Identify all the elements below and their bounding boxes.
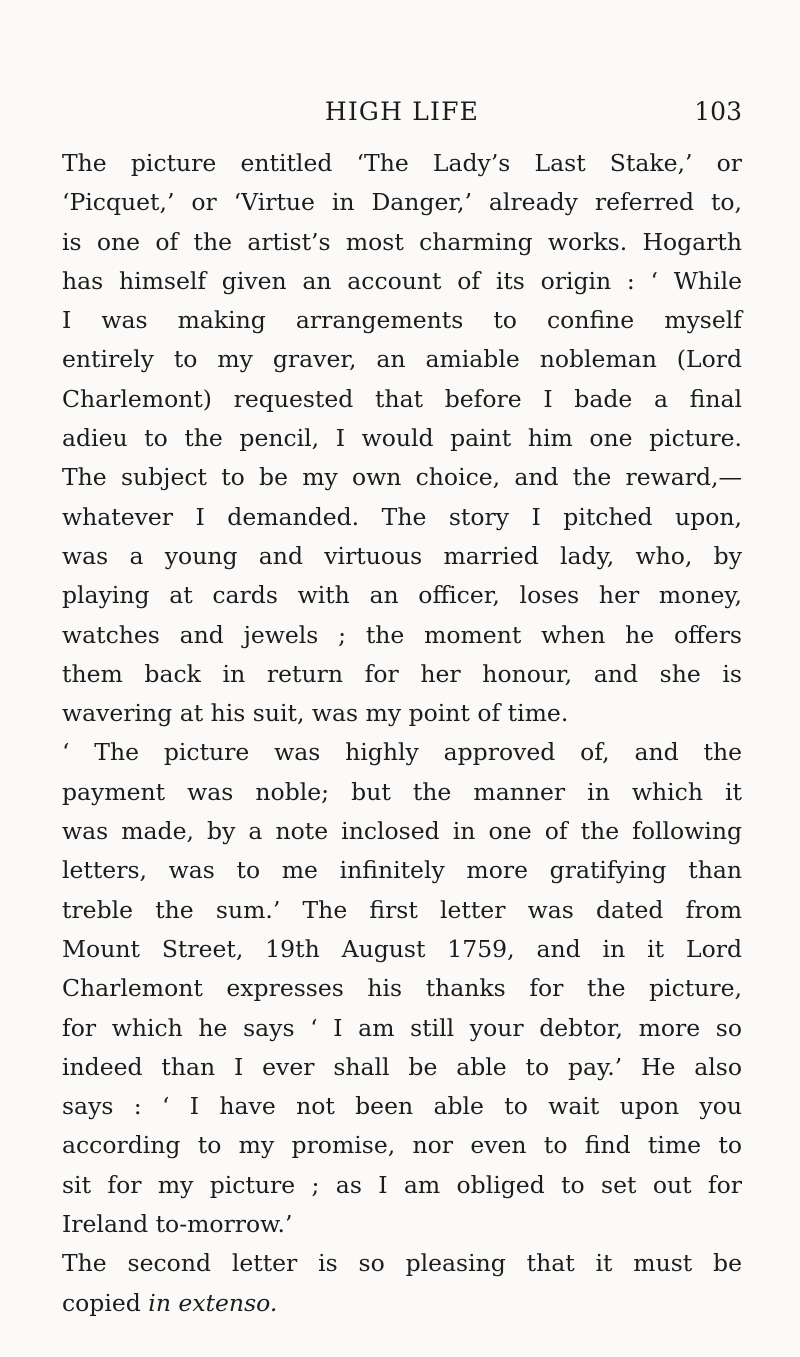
text-line: I was making arrangements to confine myself [62, 306, 742, 335]
text-line: has himself given an account of its origin : ‘ While [62, 266, 742, 295]
text-line: treble the sum.’ The first letter was dated from [62, 895, 742, 924]
text-line: wavering at his suit, was my point of time. [62, 699, 569, 728]
text-line: ‘Picquet,’ or ‘Virtue in Danger,’ already referred to, [62, 188, 742, 217]
text-line: according to my promise, nor even to find time to [62, 1131, 742, 1160]
text-line: indeed than I ever shall be able to pay.’ He also [62, 1052, 742, 1081]
text-line: The subject to be my own choice, and the reward,— [62, 463, 742, 492]
final-line-text: copied [62, 1288, 149, 1317]
text-line: was made, by a note inclosed in one of the following [62, 817, 742, 846]
text-line: Mount Street, 19th August 1759, and in it Lord [62, 934, 742, 963]
text-line: is one of the artist’s most charming works. Hogarth [62, 227, 742, 256]
text-line: adieu to the pencil, I would paint him one picture. [62, 424, 742, 453]
text-line: them back in return for her honour, and she is [62, 659, 742, 688]
text-line: ‘ The picture was highly approved of, and the [62, 738, 742, 767]
text-line: entirely to my graver, an amiable nobleman (Lord [62, 345, 742, 374]
text-line-final [62, 1284, 742, 1323]
text-line: Charlemont) requested that before I bade a final [62, 384, 742, 413]
text-line: Ireland to-morrow.’ [62, 1210, 293, 1239]
page-number: 103 [694, 97, 742, 126]
text-line: whatever I demanded. The story I pitched upon, [62, 502, 742, 531]
text-line: Charlemont expresses his thanks for the picture, [62, 974, 742, 1003]
text-line: for which he says ‘ I am still your debtor, more so [62, 1013, 742, 1042]
running-head [62, 97, 742, 137]
text-line: payment was noble; but the manner in which it [62, 777, 742, 806]
running-title: HIGH LIFE [324, 97, 480, 126]
text-line: watches and jewels ; the moment when he offers [62, 620, 742, 649]
italic-phrase: in extenso. [148, 1288, 278, 1317]
text-line: The second letter is so pleasing that it must be [62, 1249, 742, 1278]
text-line: letters, was to me infinitely more gratifying than [62, 856, 742, 885]
text-line: The picture entitled ‘The Lady’s Last Stake,’ or [62, 149, 742, 177]
text-line: was a young and virtuous married lady, who, by [62, 541, 742, 570]
text-line: says : ‘ I have not been able to wait upon you [62, 1092, 742, 1121]
body-text [62, 144, 742, 1323]
text-line: sit for my picture ; as I am obliged to set out for [62, 1170, 742, 1199]
text-line: playing at cards with an officer, loses her money, [62, 581, 742, 610]
